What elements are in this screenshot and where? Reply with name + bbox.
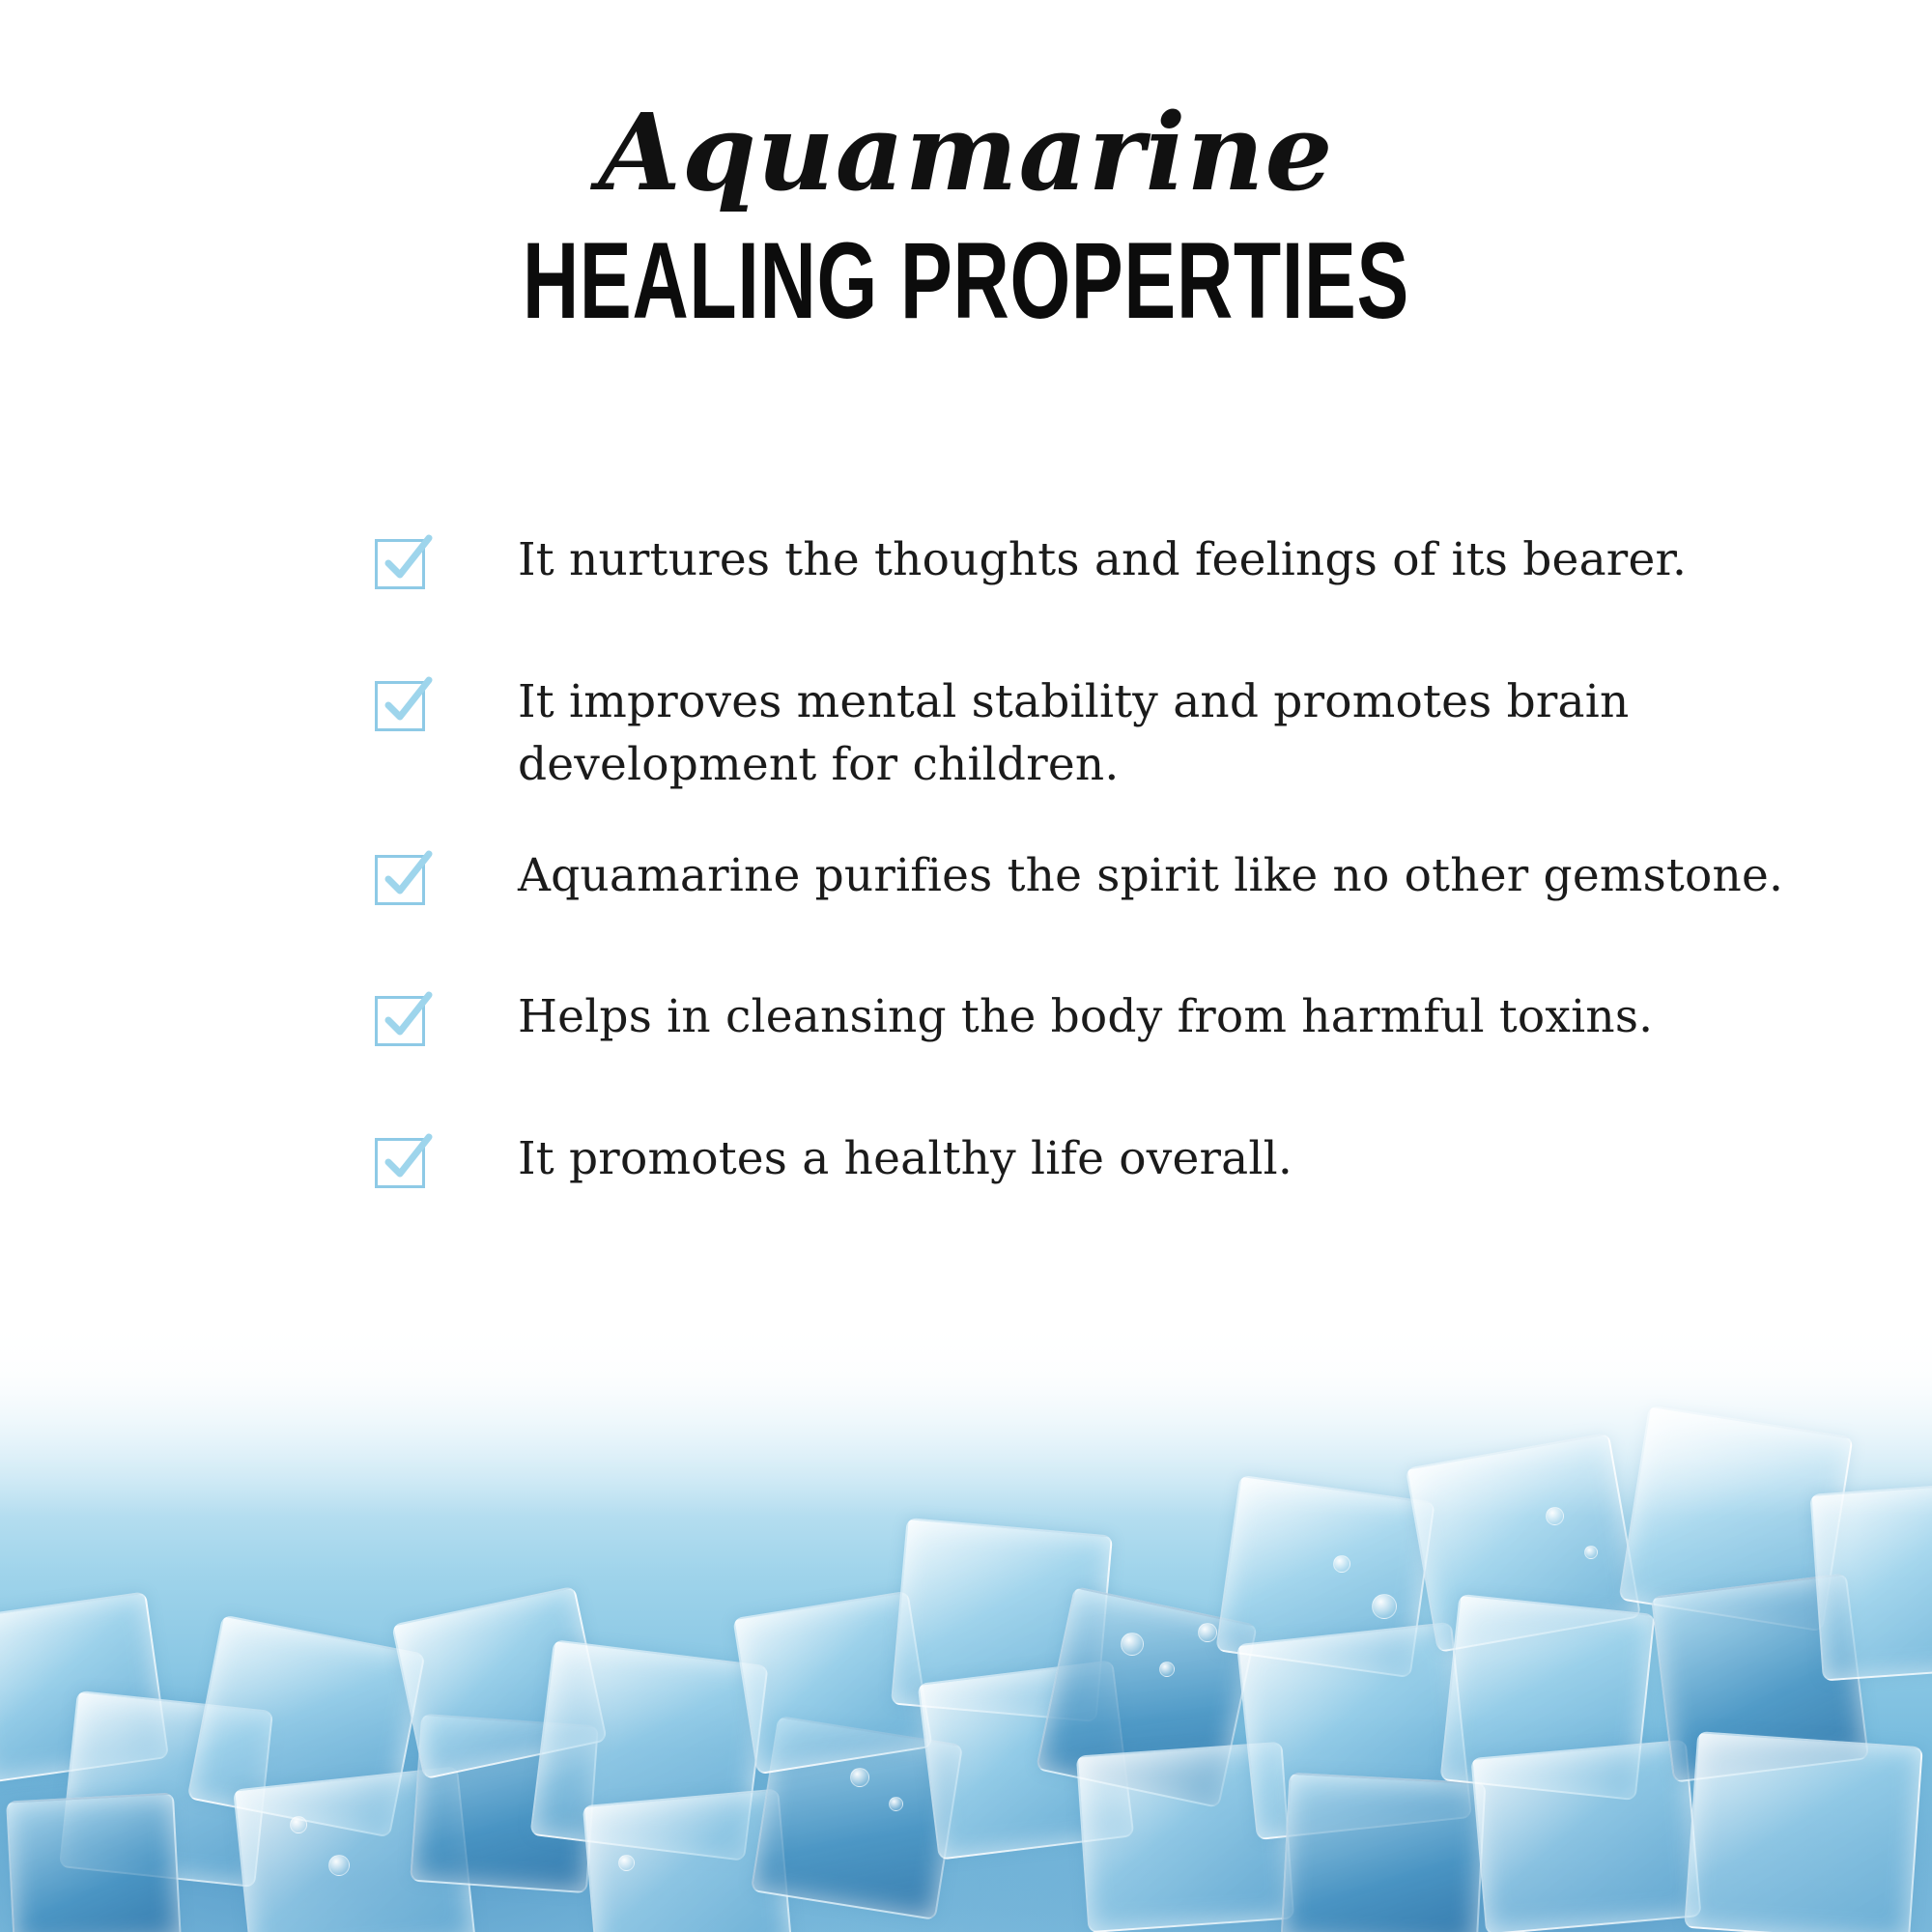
- list-item: [375, 845, 1804, 908]
- checkbox-checked-icon: [375, 996, 425, 1046]
- list-item: [375, 529, 1804, 592]
- list-item: [375, 1128, 1804, 1191]
- checkbox-checked-icon: [375, 539, 425, 589]
- list-item-label: Helps in cleansing the body from harmful toxins.: [518, 990, 1654, 1044]
- list-item-label: It promotes a healthy life overall.: [518, 1132, 1293, 1186]
- checkbox-checked-icon: [375, 681, 425, 731]
- checkbox-checked-icon: [375, 855, 425, 905]
- list-item: [375, 671, 1804, 797]
- list-item: [375, 986, 1804, 1049]
- ice-top-fade: [0, 1314, 1932, 1517]
- title-main: HEALING PROPERTIES: [522, 219, 1410, 341]
- page-title: [0, 90, 1932, 341]
- ice-cubes-photo: [0, 1314, 1932, 1932]
- list-item-label: It improves mental stability and promotes brain development for children.: [518, 674, 1630, 791]
- list-item-label: Aquamarine purifies the spirit like no other gemstone.: [518, 848, 1784, 902]
- healing-properties-list: [375, 529, 1804, 1270]
- list-item-label: It nurtures the thoughts and feelings of its bearer.: [518, 533, 1688, 586]
- checkbox-checked-icon: [375, 1138, 425, 1188]
- title-script: Aquamarine: [598, 90, 1334, 214]
